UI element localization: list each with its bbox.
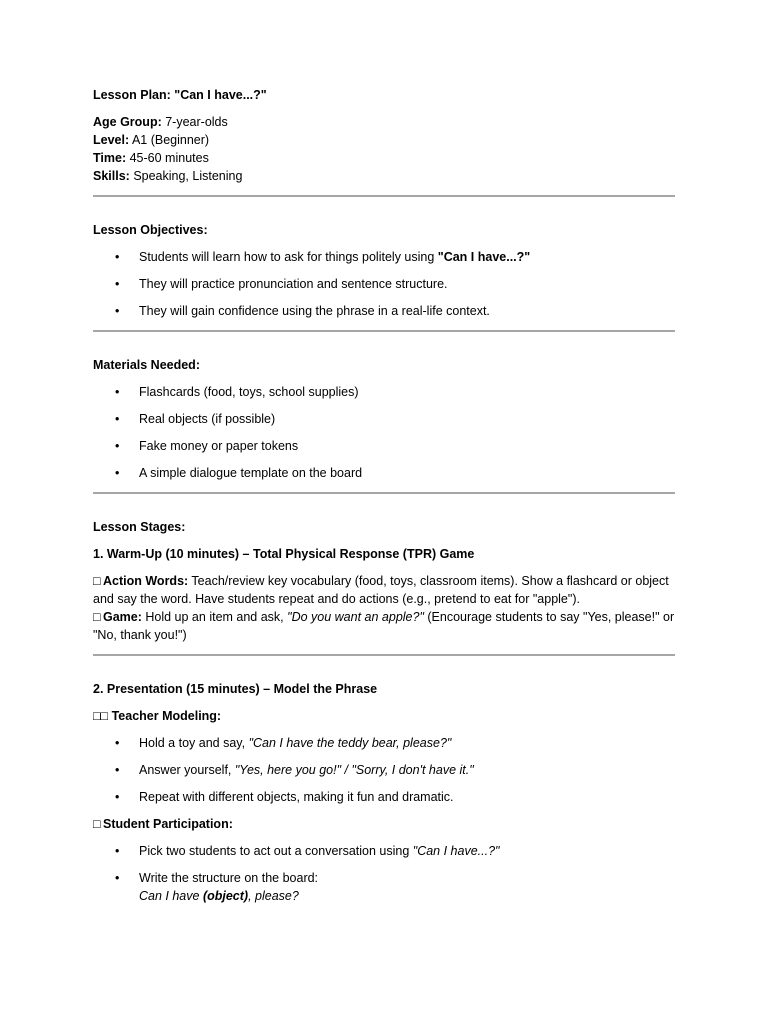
list-item: • Answer yourself, "Yes, here you go!" / "Sorry, I don't have it." bbox=[115, 763, 474, 777]
bullet: • bbox=[115, 871, 120, 885]
divider bbox=[93, 195, 675, 197]
placeholder-glyph-icon: □□ bbox=[93, 709, 109, 723]
bullet: • bbox=[115, 466, 120, 480]
bullet: • bbox=[115, 385, 120, 399]
bullet: • bbox=[115, 304, 120, 318]
bullet: • bbox=[115, 790, 120, 804]
bullet: • bbox=[115, 412, 120, 426]
structure-template: Can I have (object), please? bbox=[139, 889, 299, 903]
placeholder-glyph-icon: □ bbox=[93, 574, 101, 588]
list-item: • They will gain confidence using the phrase in a real-life context. bbox=[115, 304, 490, 318]
meta-block bbox=[93, 113, 675, 185]
teacher-modeling-list bbox=[93, 734, 675, 806]
teacher-modeling-heading: □□ Teacher Modeling: bbox=[93, 709, 222, 723]
warmup-game: □ Game: Hold up an item and ask, "Do you want an apple?" (Encourage students to say "Yes, please!" or "No, thank you!") bbox=[93, 610, 675, 642]
materials-list bbox=[93, 383, 675, 482]
meta-level: Level: A1 (Beginner) bbox=[93, 133, 210, 147]
objectives-heading: Lesson Objectives: bbox=[93, 223, 208, 237]
list-item: • Flashcards (food, toys, school supplies) bbox=[115, 385, 359, 399]
divider bbox=[93, 654, 675, 656]
meta-skills: Skills: Speaking, Listening bbox=[93, 169, 243, 183]
warmup-action-words: □ Action Words: Teach/review key vocabulary (food, toys, classroom items). Show a flashcard or object and say the word. Have students repeat and do actions (e.g., pretend to eat for "apple"). bbox=[93, 574, 669, 606]
meta-time: Time: 45-60 minutes bbox=[93, 151, 209, 165]
document-content bbox=[93, 86, 675, 905]
list-item: • Hold a toy and say, "Can I have the teddy bear, please?" bbox=[115, 736, 452, 750]
list-item: • Pick two students to act out a conversation using "Can I have...?" bbox=[115, 844, 500, 858]
placeholder-glyph-icon: □ bbox=[93, 817, 101, 831]
bullet: • bbox=[115, 844, 120, 858]
bullet: • bbox=[115, 736, 120, 750]
divider bbox=[93, 330, 675, 332]
list-item: • Write the structure on the board: Can I have (object), please? bbox=[115, 871, 319, 903]
bullet: • bbox=[115, 439, 120, 453]
meta-age-group: Age Group: 7-year-olds bbox=[93, 115, 228, 129]
list-item: • Repeat with different objects, making it fun and dramatic. bbox=[115, 790, 454, 804]
bullet: • bbox=[115, 250, 120, 264]
list-item: • A simple dialogue template on the board bbox=[115, 466, 363, 480]
materials-heading: Materials Needed: bbox=[93, 358, 200, 372]
divider bbox=[93, 492, 675, 494]
list-item: • They will practice pronunciation and sentence structure. bbox=[115, 277, 448, 291]
list-item: • Fake money or paper tokens bbox=[115, 439, 299, 453]
warmup-heading: 1. Warm-Up (10 minutes) – Total Physical Response (TPR) Game bbox=[93, 547, 475, 561]
student-participation-heading: □ Student Participation: bbox=[93, 817, 233, 831]
bullet: • bbox=[115, 763, 120, 777]
stages-heading: Lesson Stages: bbox=[93, 520, 186, 534]
objectives-list bbox=[93, 248, 675, 320]
list-item: • Students will learn how to ask for things politely using "Can I have...?" bbox=[115, 250, 531, 264]
presentation-heading: 2. Presentation (15 minutes) – Model the Phrase bbox=[93, 682, 378, 696]
list-item: • Real objects (if possible) bbox=[115, 412, 276, 426]
placeholder-glyph-icon: □ bbox=[93, 610, 101, 624]
document-title: Lesson Plan: "Can I have...?" bbox=[93, 88, 267, 102]
bullet: • bbox=[115, 277, 120, 291]
student-participation-list bbox=[93, 842, 675, 905]
